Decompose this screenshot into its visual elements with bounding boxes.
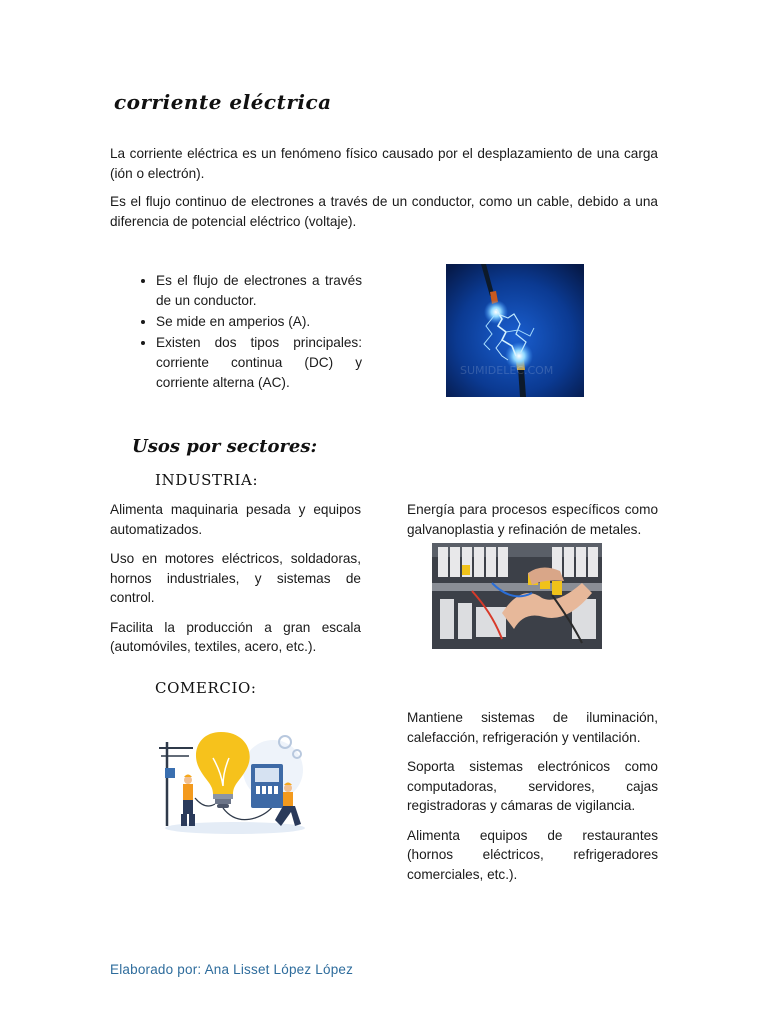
industria-right-item-1: Energía para procesos específicos como galvanoplastia y refinación de metales. [407, 502, 658, 537]
comercio-heading: COMERCIO: [155, 679, 257, 697]
industria-left-item-1: Alimenta maquinaria pesada y equipos automatizados. [110, 502, 361, 537]
page-title: corriente eléctrica [114, 90, 332, 114]
comercio-item-3: Alimenta equipos de restaurantes (hornos eléctricos, refrigeradores comerciales, etc.). [407, 827, 658, 882]
intro-paragraph-1: La corriente eléctrica es un fenómeno físico causado por el desplazamiento de una carga (ión o electrón). [110, 146, 658, 181]
intro-paragraph-2: Es el flujo continuo de electrones a través de un conductor, como un cable, debido a una diferencia de potencial eléctrico (voltaje). [110, 194, 658, 229]
comercio-right-column [407, 708, 658, 894]
author-footer: Elaborado por: Ana Lisset López López [110, 962, 354, 977]
comercio-item-2: Soporta sistemas electrónicos como computadoras, servidores, cajas registradoras y cámaras de vigilancia. [407, 759, 658, 813]
bullet-list [132, 270, 362, 393]
sectors-title: Usos por sectores: [132, 436, 318, 457]
electrical-panel-image [432, 543, 602, 649]
electric-spark-image [446, 264, 584, 397]
industria-left-item-2: Uso en motores eléctricos, soldadoras, hornos industriales, y sistemas de control. [110, 551, 361, 605]
bullet-item-3: • Existen dos tipos principales: corriente continua (DC) y corriente alterna (AC). [156, 332, 362, 393]
industria-heading: INDUSTRIA: [155, 471, 259, 489]
comercio-item-1: Mantiene sistemas de iluminación, calefacción, refrigeración y ventilación. [407, 710, 658, 745]
industria-right-column [407, 500, 658, 549]
bullet-item-1: • Es el flujo de electrones a través de un conductor. [156, 270, 362, 311]
lightbulb-workers-illustration [155, 728, 310, 836]
industria-left-column [110, 500, 361, 667]
industria-left-item-3: Facilita la producción a gran escala (automóviles, textiles, acero, etc.). [110, 619, 361, 654]
intro-section [110, 144, 658, 231]
watermark-text: SUMIDELEC.COM [460, 364, 554, 377]
bullet-item-2: • Se mide en amperios (A). [156, 311, 362, 332]
